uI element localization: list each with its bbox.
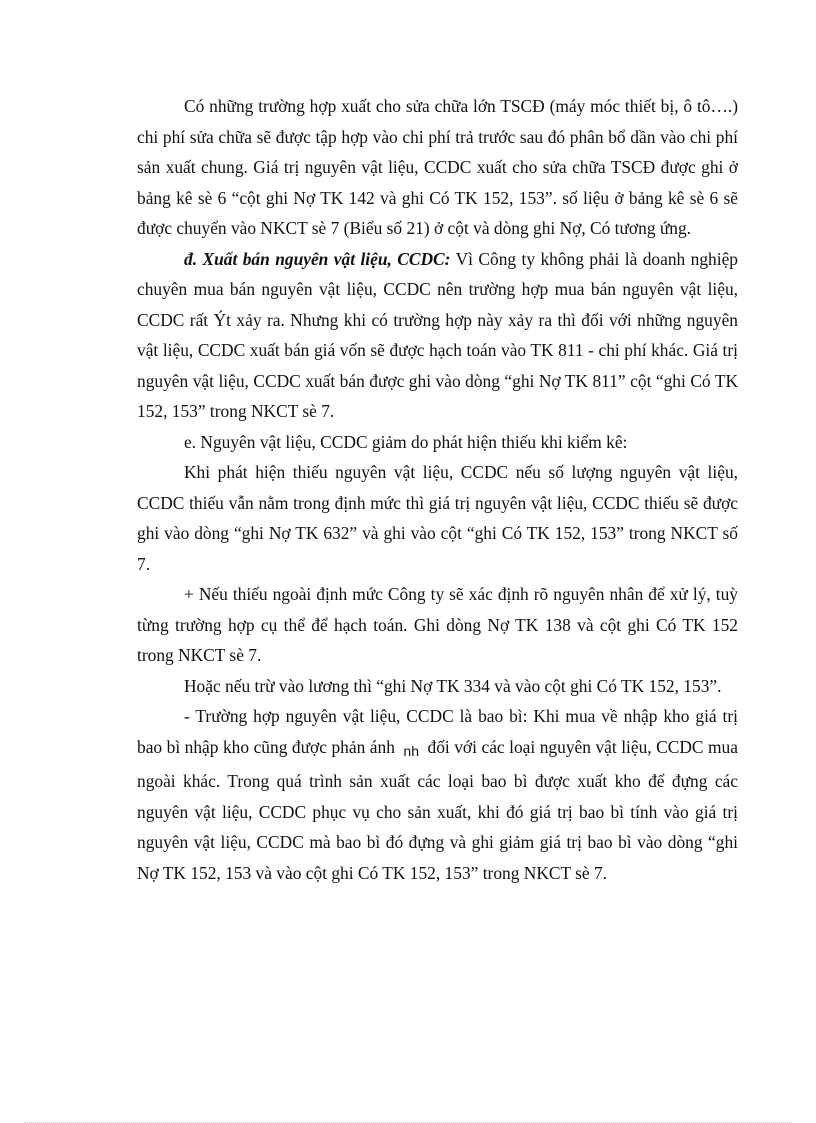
paragraph-text: đối với các loại nguyên vật liệu, CCDC mua ngoài khác. Trong quá trình sản xuất các loại bao bì được xuất kho để đựng các nguyên vật liệu, CCDC phục vụ cho sản xuất, khi đó giá trị bao bì tính vào giá trị nguyên vật liệu, CCDC mà bao bì đó đựng và ghi giảm giá trị bao bì vào dòng “ghi Nợ TK 152, 153 và vào cột ghi Có TK 152, 153” trong NKCT sè 7.: [137, 736, 738, 883]
paragraph-text: Vì Công ty không phải là doanh nghiệp chuyên mua bán nguyên vật liệu, CCDC nên trường hợp mua bán nguyên vật liệu, CCDC rất Ýt xảy ra. Nhưng khi có trường hợp này xảy ra thì đối với những nguyên vật liệu, CCDC xuất bán giá vốn sẽ được hạch toán vào TK 811 - chi phí khác. Giá trị nguyên vật liệu, CCDC xuất bán được ghi vào dòng “ghi Nợ TK 811” cột “ghi Có TK 152, 153” trong NKCT sè 7.: [137, 248, 739, 421]
paragraph-text: Có những trường hợp xuất cho sửa chữa lớn TSCĐ (máy móc thiết bị, ô tô….) chi phí sửa chữa sẽ được tập hợp vào chi phí trả trước sau đó phân bổ dần vào chi phí sản xuất chung. Giá trị nguyên vật liệu, CCDC xuất cho sửa chữa TSCĐ được ghi ở bảng kê sè 6 “cột ghi Nợ TK 142 và ghi Có TK 152, 153”. số liệu ở bảng kê sè 6 sẽ được chuyển vào NKCT sè 7 (Biểu số 21) ở cột và dòng ghi Nợ, Có tương ứng.: [137, 96, 738, 238]
section-heading-shortage: e. Nguyên vật liệu, CCDC giảm do phát hiện thiếu khi kiểm kê:: [184, 431, 628, 452]
paragraph-shortage-within-norm: [137, 457, 738, 579]
paragraph-repair-fixed-assets: [137, 91, 738, 244]
paragraph-sale-of-materials: [137, 244, 738, 427]
paragraph-packaging: [137, 701, 738, 888]
paragraph-text: + Nếu thiếu ngoài định mức Công ty sẽ xác định rõ nguyên nhân để xử lý, tuỳ từng trường hợp cụ thể để hạch toán. Ghi dòng Nợ TK 138 và cột ghi Có TK 152 trong NKCT sè 7.: [137, 584, 738, 665]
section-heading-sale: đ. Xuất bán nguyên vật liệu, CCDC:: [184, 248, 451, 269]
paragraph-salary-deduction: [137, 671, 738, 702]
paragraph-text: - Trường hợp nguyên vật liệu, CCDC là bao bì: Khi mua về nhập kho giá trị bao bì nhập kho cũng được phản ánh: [137, 706, 738, 757]
paragraph-text: Khi phát hiện thiếu nguyên vật liệu, CCDC nếu số lượng nguyên vật liệu, CCDC thiếu vẫn nằm trong định mức thì giá trị nguyên vật liệu, CCDC thiếu sẽ được ghi vào dòng “ghi Nợ TK 632” và ghi vào cột “ghi Có TK 152, 153” trong NKCT số 7.: [137, 462, 738, 574]
document-body: [137, 91, 738, 888]
paragraph-shortage-beyond-norm: [137, 579, 738, 671]
stray-text-fragment: nh: [403, 742, 419, 759]
paragraph-shortage-heading: [137, 427, 738, 458]
paragraph-text: Hoặc nếu trừ vào lương thì “ghi Nợ TK 334 và vào cột ghi Có TK 152, 153”.: [184, 675, 722, 696]
